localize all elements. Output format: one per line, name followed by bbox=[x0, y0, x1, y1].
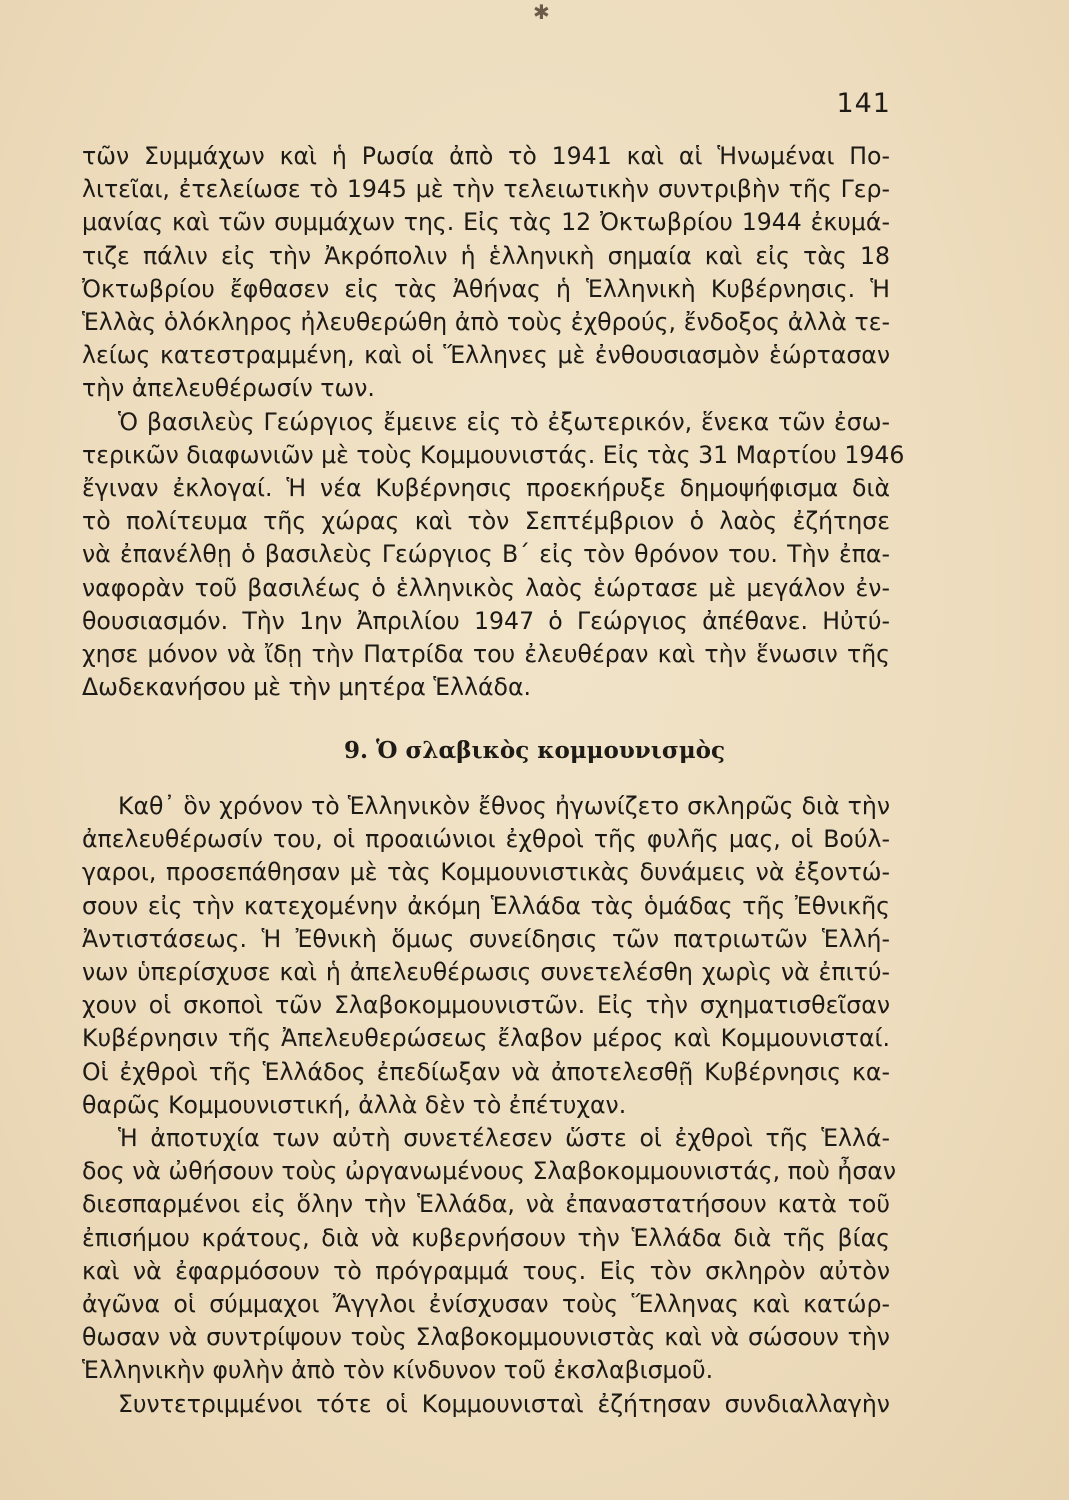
text-line: μανίας καὶ τῶν συμμάχων της. Εἰς τὰς 12 Ὀκτωβρίου 1944 ἐκυμά- bbox=[82, 208, 890, 237]
text-line: χουν οἱ σκοποὶ τῶν Σλαβοκομμουνιστῶν. Εἰς τὴν σχηματισθεῖσαν bbox=[82, 991, 890, 1020]
text-line: Ἡ ἀποτυχία των αὐτὴ συνετέλεσεν ὥστε οἱ ἐχθροὶ τῆς Ἑλλά- bbox=[118, 1124, 890, 1153]
text-line: θωσαν νὰ συντρίψουν τοὺς Σλαβοκομμουνιστὰς καὶ νὰ σώσουν τὴν bbox=[82, 1323, 890, 1352]
text-line: διεσπαρμένοι εἰς ὅλην τὴν Ἑλλάδα, νὰ ἐπαναστατήσουν κατὰ τοῦ bbox=[82, 1190, 890, 1219]
text-line: λιτεῖαι, ἐτελείωσε τὸ 1945 μὲ τὴν τελειωτικὴν συντριβὴν τῆς Γερ- bbox=[82, 175, 890, 204]
ink-speck-decoration: ✱ bbox=[533, 0, 550, 24]
text-line: τῶν Συμμάχων καὶ ἡ Ρωσία ἀπὸ τὸ 1941 καὶ αἱ Ἡνωμέναι Πο- bbox=[82, 142, 890, 170]
text-line: ἐπισήμου κράτους, διὰ νὰ κυβερνήσουν τὴν Ἑλλάδα διὰ τῆς βίας bbox=[82, 1223, 890, 1252]
text-line: Ὁ βασιλεὺς Γεώργιος ἔμεινε εἰς τὸ ἐξωτερικόν, ἕνεκα τῶν ἐσω- bbox=[118, 407, 890, 436]
section-heading: 9. Ὁ σλαβικὸς κομμουνισμὸς bbox=[343, 737, 726, 764]
paragraph-block-1 bbox=[82, 140, 905, 704]
text-line: θαρῶς Κομμουνιστική, ἀλλὰ δὲν τὸ ἐπέτυχαν. bbox=[82, 1090, 627, 1119]
text-line: γαροι, προσεπάθησαν μὲ τὰς Κομμουνιστικὰς δυνάμεις νὰ ἐξοντώ- bbox=[82, 858, 890, 887]
text-line: θουσιασμόν. Τὴν 1ην Ἀπριλίου 1947 ὁ Γεώργιος ἀπέθανε. Ηὐτύ- bbox=[82, 606, 890, 635]
text-line: χησε μόνον νὰ ἴδῃ τὴν Πατρίδα του ἐλευθέραν καὶ τὴν ἕνωσιν τῆς bbox=[82, 640, 890, 669]
text-line: τὴν ἀπελευθέρωσίν των. bbox=[82, 374, 375, 403]
text-line: Δωδεκανήσου μὲ τὴν μητέρα Ἑλλάδα. bbox=[82, 673, 532, 702]
paragraph-block-2 bbox=[82, 790, 897, 1421]
text-line: τερικῶν διαφωνιῶν μὲ τοὺς Κομμουνιστάς. Εἰς τὰς 31 Μαρτίου 1946 bbox=[82, 440, 905, 469]
text-line: ἔγιναν ἐκλογαί. Ἡ νέα Κυβέρνησις προεκήρυξε δημοψήφισμα διὰ bbox=[82, 474, 890, 503]
text-line: καὶ νὰ ἐφαρμόσουν τὸ πρόγραμμά τους. Εἰς τὸν σκληρὸν αὐτὸν bbox=[82, 1256, 890, 1285]
text-line: ἀπελευθέρωσίν του, οἱ προαιώνιοι ἐχθροὶ τῆς φυλῆς μας, οἱ Βούλ- bbox=[82, 825, 890, 854]
text-line: Ὀκτωβρίου ἔφθασεν εἰς τὰς Ἀθήνας ἡ Ἑλληνικὴ Κυβέρνησις. Ἡ bbox=[82, 274, 890, 303]
text-line: νων ὑπερίσχυσε καὶ ἡ ἀπελευθέρωσις συνετελέσθη χωρὶς νὰ ἐπιτύ- bbox=[82, 958, 890, 987]
text-line: ἀγῶνα οἱ σύμμαχοι Ἄγγλοι ἐνίσχυσαν τοὺς Ἕλληνας καὶ κατώρ- bbox=[82, 1290, 890, 1319]
text-line: Κυβέρνησιν τῆς Ἀπελευθερώσεως ἔλαβον μέρος καὶ Κομμουνισταί. bbox=[82, 1024, 890, 1053]
text-line: Συντετριμμένοι τότε οἱ Κομμουνισταὶ ἐζήτησαν συνδιαλλαγὴν bbox=[118, 1389, 890, 1418]
text-line: Ἑλληνικὴν φυλὴν ἀπὸ τὸν κίνδυνον τοῦ ἐκσλαβισμοῦ. bbox=[82, 1356, 714, 1385]
text-line: σουν εἰς τὴν κατεχομένην ἀκόμη Ἑλλάδα τὰς ὁμάδας τῆς Ἐθνικῆς bbox=[82, 891, 890, 920]
text-line: νὰ ἐπανέλθῃ ὁ βασιλεὺς Γεώργιος Β΄ εἰς τὸν θρόνον του. Τὴν ἐπα- bbox=[82, 540, 890, 569]
text-line: Οἱ ἐχθροὶ τῆς Ἑλλάδος ἐπεδίωξαν νὰ ἀποτελεσθῇ Κυβέρνησις κα- bbox=[82, 1057, 890, 1086]
text-line: Καθ᾽ ὃν χρόνον τὸ Ἑλληνικὸν ἔθνος ἠγωνίζετο σκληρῶς διὰ τὴν bbox=[118, 792, 890, 820]
text-line: τὸ πολίτευμα τῆς χώρας καὶ τὸν Σεπτέμβριον ὁ λαὸς ἐζήτησε bbox=[82, 507, 890, 536]
text-line: λείως κατεστραμμένη, καὶ οἱ Ἕλληνες μὲ ἐνθουσιασμὸν ἑώρτασαν bbox=[82, 341, 890, 370]
text-line: δος νὰ ὠθήσουν τοὺς ὠργανωμένους Σλαβοκομμουνιστάς, ποὺ ἦσαν bbox=[82, 1157, 897, 1186]
text-line: Ἀντιστάσεως. Ἡ Ἐθνικὴ ὅμως συνείδησις τῶν πατριωτῶν Ἑλλή- bbox=[82, 924, 890, 953]
text-line: ναφορὰν τοῦ βασιλέως ὁ ἑλληνικὸς λαὸς ἑώρτασε μὲ μεγάλον ἐν- bbox=[82, 573, 890, 602]
text-line: Ἑλλὰς ὁλόκληρος ἠλευθερώθη ἀπὸ τοὺς ἐχθρούς, ἔνδοξος ἀλλὰ τε- bbox=[82, 308, 890, 337]
text-line: τιζε πάλιν εἰς τὴν Ἀκρόπολιν ἡ ἑλληνικὴ σημαία καὶ εἰς τὰς 18 bbox=[82, 241, 890, 270]
page-number: 141 bbox=[836, 88, 891, 119]
